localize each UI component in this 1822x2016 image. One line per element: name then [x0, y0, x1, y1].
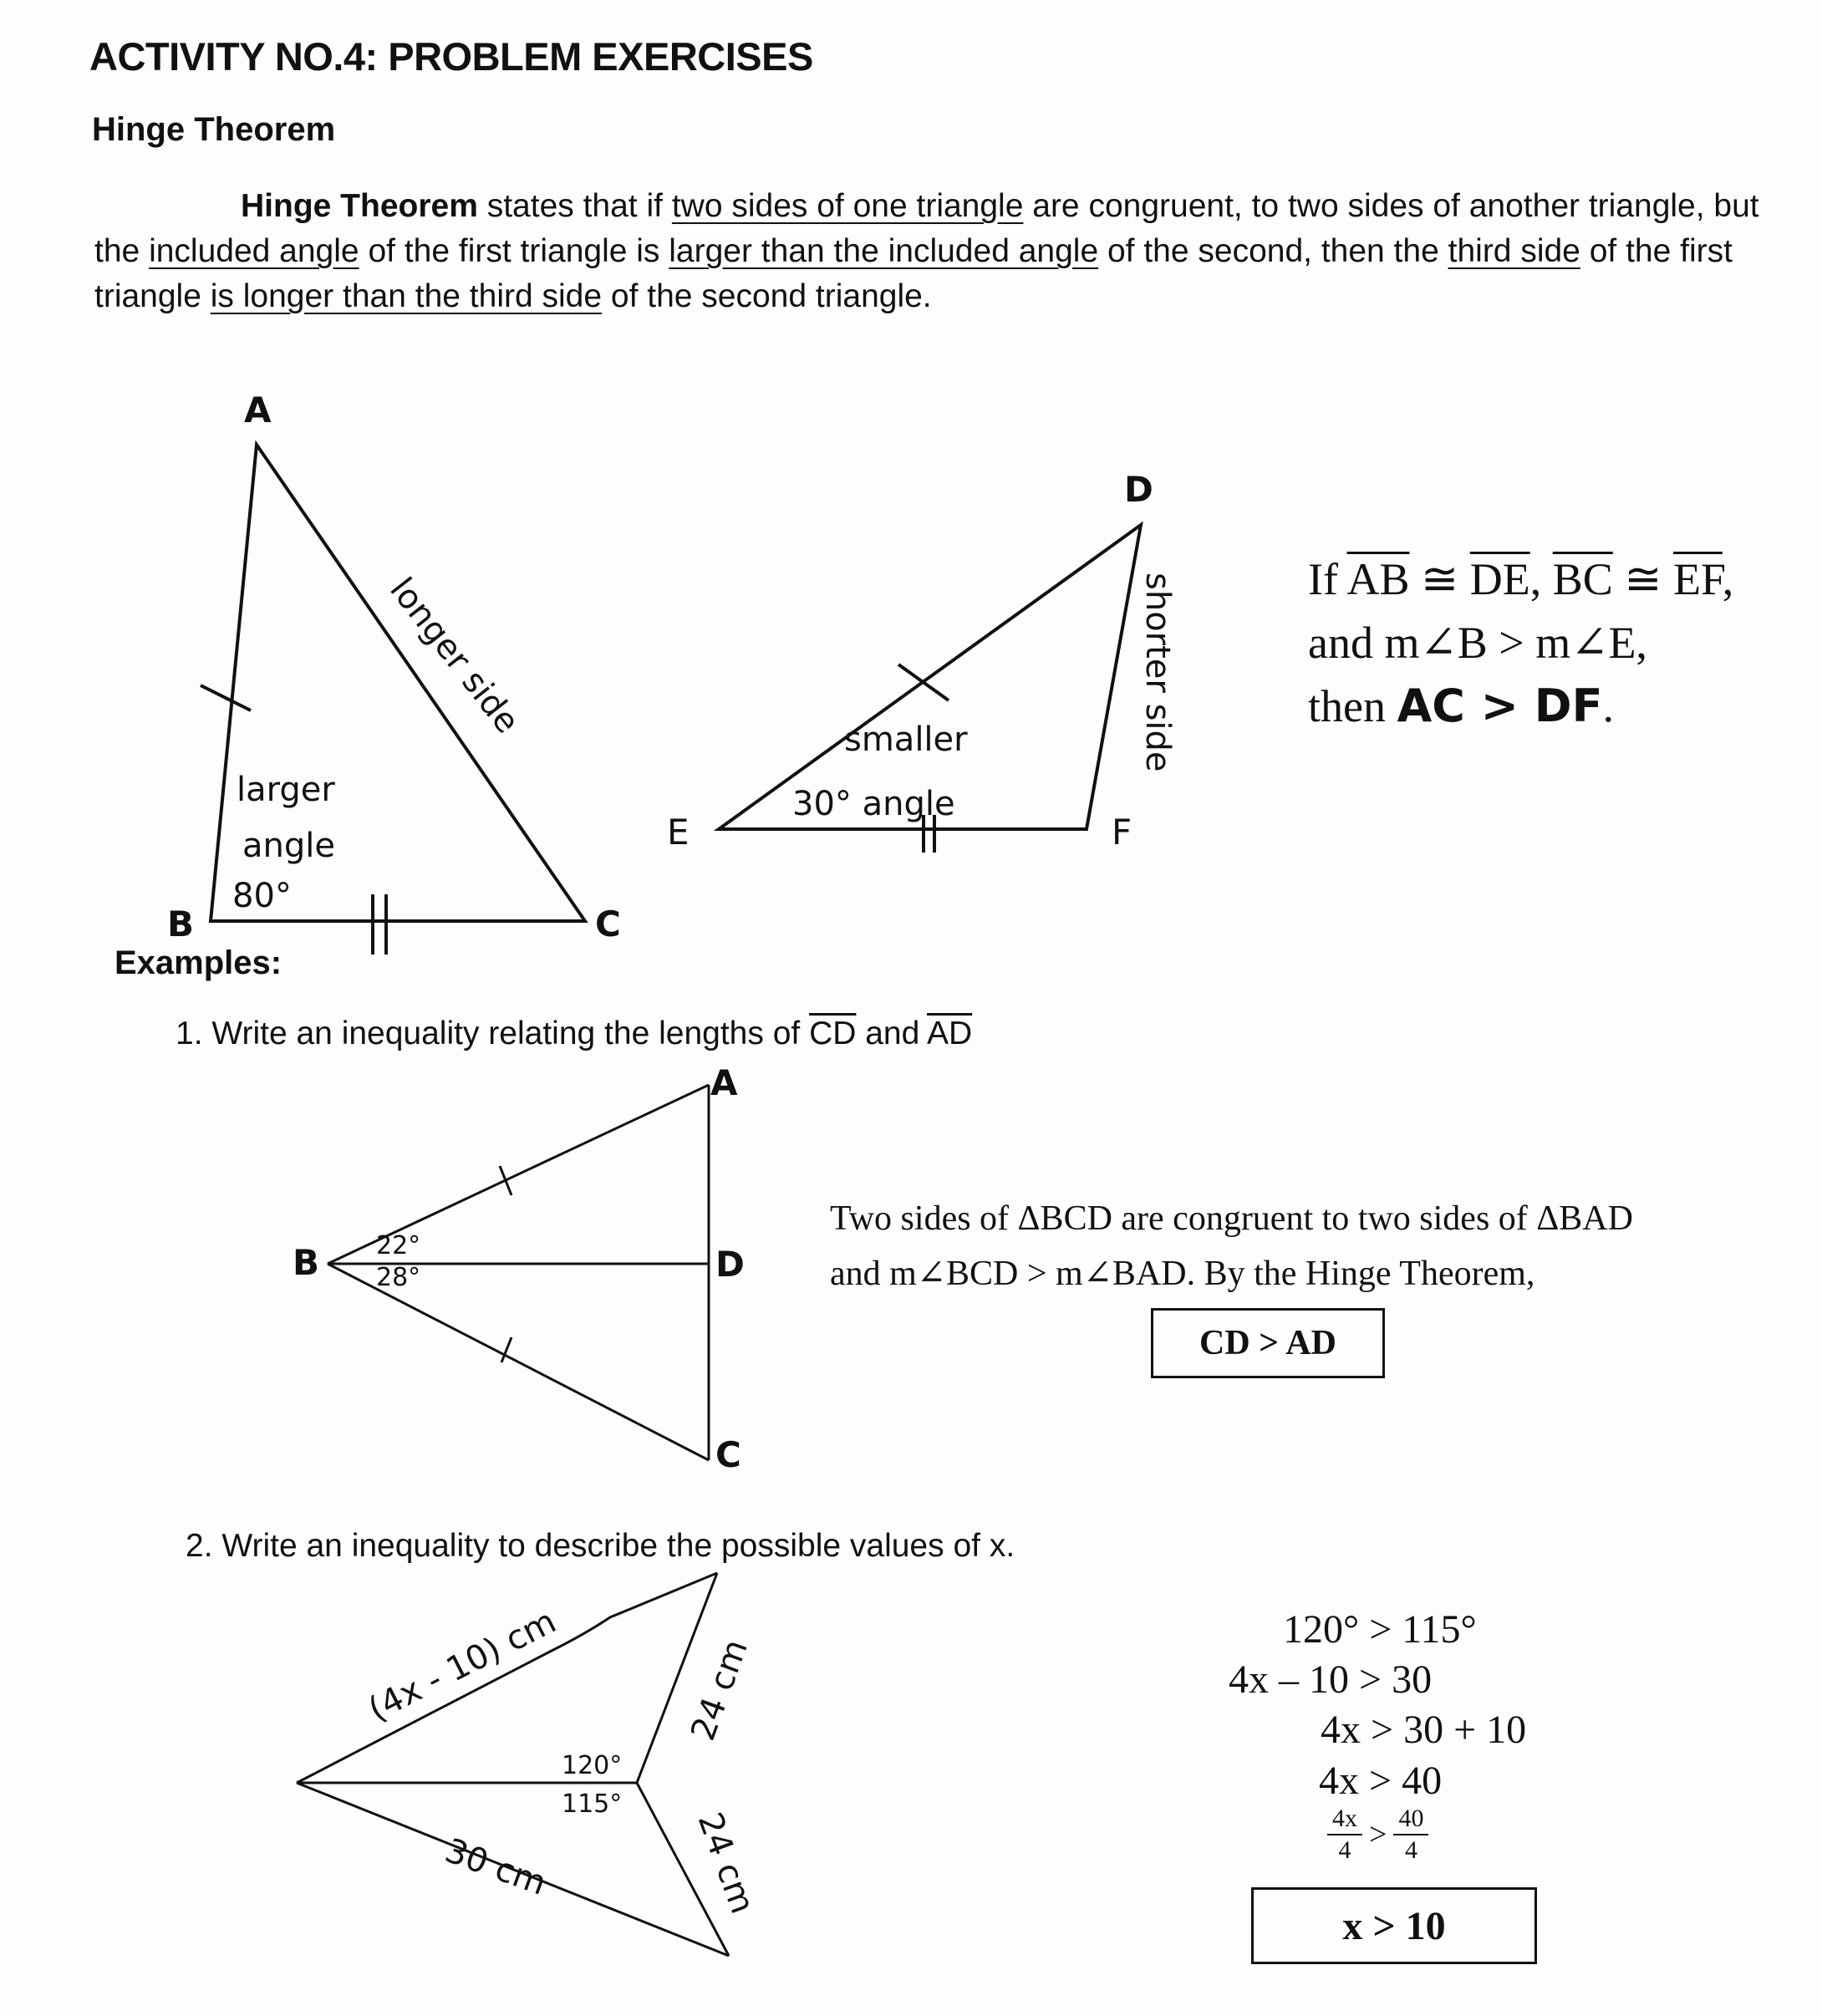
smaller-angle-label: smaller — [844, 720, 968, 759]
angle-120: 120° — [562, 1751, 623, 1780]
vertex-label-c: C — [715, 1434, 741, 1475]
segment-ab: $\overline{AB}$ — [1346, 554, 1410, 604]
angle-b-measure: 80° — [232, 877, 292, 915]
denominator: 4 — [1404, 1836, 1417, 1864]
underlined-phrase: larger than the included angle — [669, 233, 1099, 269]
solution-step-3: 4x > 30 + 10 — [1321, 1708, 1527, 1752]
underlined-phrase: third side — [1448, 233, 1580, 269]
underlined-phrase: two sides of one triangle — [671, 188, 1024, 224]
text-run: and — [856, 1016, 927, 1051]
explanation-line-1: Two sides of ΔBCD are congruent to two sides of ΔBAD — [830, 1199, 1633, 1238]
side-label-24-top: 24 cm — [684, 1634, 756, 1746]
examples-heading: Examples: — [115, 944, 282, 981]
explanation-line-2: and m∠BCD > m∠BAD. By the Hinge Theorem, — [830, 1255, 1535, 1293]
example-2-answer-box: x > 10 — [1251, 1887, 1537, 1964]
larger-angle-label: larger — [237, 771, 335, 809]
text-run: of the first triangle is — [359, 233, 669, 269]
denominator: 4 — [1338, 1836, 1351, 1864]
angle-e-measure: 30° angle — [792, 785, 955, 823]
text-run: of the second triangle. — [602, 278, 932, 314]
vertex-label-d: D — [715, 1244, 745, 1285]
text-run: states that if — [477, 188, 672, 224]
text-run: 1. Write an inequality relating the lengths of — [176, 1016, 810, 1051]
solution-step-2: 4x – 10 > 30 — [1229, 1657, 1433, 1702]
congruent-symbol: ≅ — [1409, 554, 1470, 604]
segment-ef: $\overline{EF}$ — [1673, 554, 1723, 604]
segment-de: $\overline{DE}$ — [1469, 554, 1530, 604]
text-run: of the first triangle — [94, 233, 1733, 314]
side-label-24-bottom: 24 cm — [690, 1807, 762, 1919]
example-2-question: 2. Write an inequality to describe the possible values of x. — [186, 1528, 1015, 1564]
fraction-left — [1327, 1804, 1362, 1866]
solution-step-5 — [1327, 1804, 1428, 1866]
shorter-side-label: shorter side — [1138, 573, 1177, 772]
statement-conclusion: AC > DF — [1397, 680, 1603, 732]
numerator: 40 — [1393, 1804, 1428, 1835]
vertex-label-c: C — [595, 904, 621, 944]
segment-cd: $\overline{CD}$ — [809, 1016, 857, 1051]
vertex-label-b: B — [293, 1242, 320, 1283]
angle-22: 22° — [376, 1231, 421, 1260]
side-label-30: 30 cm — [440, 1831, 552, 1904]
longer-side-label: longer side — [382, 570, 527, 741]
fraction-right — [1393, 1804, 1428, 1866]
text-run: , — [1722, 554, 1734, 604]
page-title: ACTIVITY NO.4: PROBLEM EXERCISES — [89, 34, 813, 79]
vertex-label-e: E — [667, 812, 690, 853]
segment-bc: $\overline{BC}$ — [1552, 554, 1613, 604]
segment-ad: $\overline{AD}$ — [927, 1016, 973, 1051]
underlined-phrase: is longer than the third side — [210, 278, 603, 314]
congruent-symbol: ≅ — [1612, 554, 1674, 604]
solution-step-1: 120° > 115° — [1283, 1607, 1477, 1652]
vertex-label-f: F — [1112, 812, 1132, 853]
example-1-answer-box: CD > AD — [1151, 1308, 1385, 1378]
vertex-label-a: A — [244, 389, 272, 430]
text-run: are congruent, to two sides of another triangle, but the — [94, 188, 1759, 269]
text-run: of the second, then the — [1098, 233, 1448, 269]
vertex-label-b: B — [167, 904, 195, 944]
greater-than: > — [1369, 1817, 1387, 1852]
angle-28: 28° — [376, 1263, 421, 1292]
side-label-4x-minus-10: (4x - 10) cm — [362, 1601, 562, 1729]
text-run: then — [1308, 681, 1397, 731]
section-heading: Hinge Theorem — [92, 111, 336, 148]
statement-line-2: and m∠B > m∠E, — [1308, 618, 1647, 668]
numerator: 4x — [1327, 1804, 1362, 1835]
angle-115: 115° — [562, 1789, 623, 1819]
text-run: If — [1308, 554, 1347, 604]
side-4x-minus-10 — [297, 1573, 717, 1783]
theorem-name: Hinge Theorem — [241, 188, 478, 224]
vertex-label-a: A — [710, 1062, 738, 1103]
text-run: . — [1602, 681, 1614, 731]
text-run: , — [1529, 554, 1553, 604]
larger-angle-label-2: angle — [242, 827, 335, 865]
underlined-phrase: included angle — [149, 233, 359, 269]
vertex-label-d: D — [1124, 469, 1153, 510]
solution-step-4: 4x > 40 — [1319, 1759, 1443, 1803]
